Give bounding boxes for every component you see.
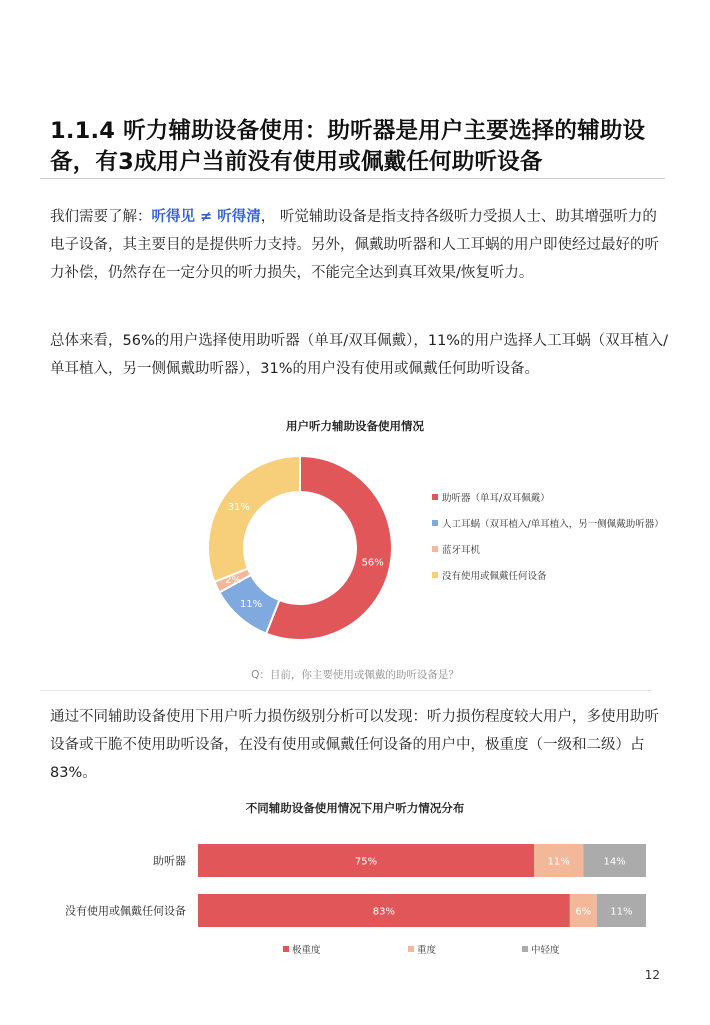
donut-legend-label-2: 蓝牙耳机 (442, 545, 481, 556)
bar-legend-label-0: 极重度 (292, 945, 321, 956)
bar-legend-swatch-1 (408, 946, 414, 952)
analysis-paragraph: 通过不同辅助设备使用下用户听力损伤级别分析可以发现：听力损伤程度较大用户，多使用助听设备或干脆不使用助听设备，在没有使用或佩戴任何设备的用户中，极重度（一级和二级）占83%。 (50, 709, 659, 781)
bar-category-label-1: 没有使用或佩戴任何设备 (65, 904, 186, 918)
bar-legend-label-2: 中轻度 (531, 945, 560, 956)
intro-rest: ， 听觉辅助设备是指支持各级听力受损人士、助其增强听力的电子设备，其主要目的是提供听力支持。另外，佩戴助听器和人工耳蜗的用户即使经过最好的听力补偿，仍然存在一定分贝的听力损失，不能完全达到真耳效果/恢复听力。 (50, 209, 659, 281)
page-title: 1.1.4 听力辅助设备使用：助听器是用户主要选择的辅助设备，有3成用户当前没有使用或佩戴任何助听设备 (50, 118, 646, 175)
bar-value-label-0-0: 75% (354, 856, 378, 868)
donut-legend-label-3: 没有使用或佩戴任何设备 (442, 571, 547, 582)
bar-legend-swatch-2 (522, 946, 528, 952)
donut-value-label-2: 2% (225, 575, 241, 587)
intro-lead: 我们需要了解： (50, 209, 152, 225)
bar-value-label-1-2: 11% (610, 906, 633, 918)
summary-paragraph: 总体来看，56%的用户选择使用助听器（单耳/双耳佩戴），11%的用户选择人工耳蜗（双耳植入/单耳植入，另一侧佩戴助听器），31%的用户没有使用或佩戴任何助听设备。 (50, 333, 668, 377)
bar-legend-swatch-0 (283, 946, 289, 952)
donut-value-label-3: 31% (227, 501, 250, 513)
intro-emphasis: 听得见 ≠ 听得清 (151, 209, 261, 225)
bar-value-label-1-1: 6% (575, 906, 592, 918)
bar-value-label-0-1: 11% (547, 856, 570, 868)
bar-value-label-0-2: 14% (603, 856, 626, 868)
donut-value-label-1: 11% (239, 599, 263, 611)
donut-legend-label-1: 人工耳蜗（双耳植入/单耳植入，另一侧佩戴助听器） (442, 519, 664, 530)
bar-legend-label-1: 重度 (417, 945, 437, 956)
donut-legend-label-0: 助听器（单耳/双耳佩戴） (442, 493, 550, 504)
survey-question-note: Q：目前，你主要使用或佩戴的助听设备是？ (251, 669, 459, 681)
bar-chart-title: 不同辅助设备使用情况下用户听力情况分布 (245, 801, 465, 815)
donut-chart-title: 用户听力辅助设备使用情况 (286, 419, 424, 433)
bar-value-label-1-0: 83% (372, 906, 396, 918)
page-number: 12 (644, 968, 660, 982)
bar-category-label-0: 助听器 (153, 854, 186, 868)
donut-value-label-0: 56% (361, 557, 384, 569)
